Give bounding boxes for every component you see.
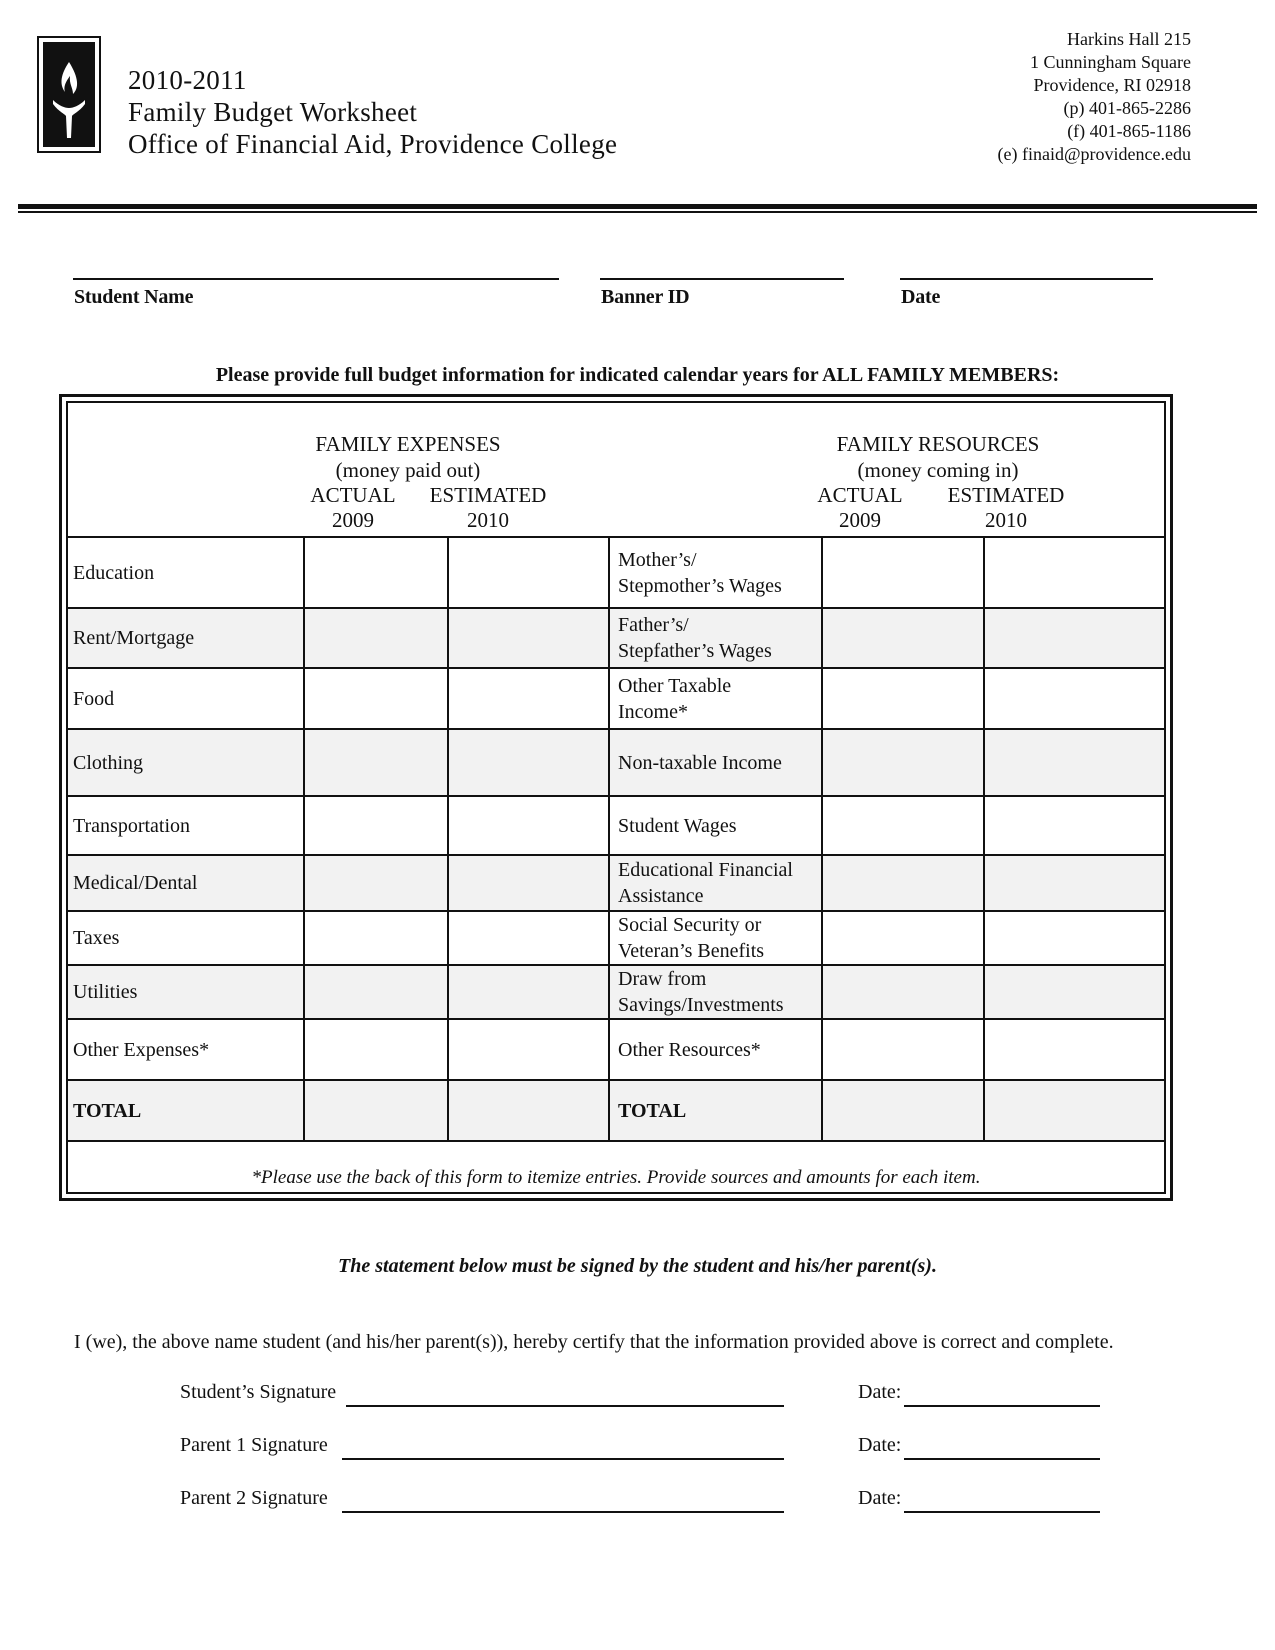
parent1-date-label: Date:	[858, 1434, 902, 1456]
fax-number: (f) 401-865-1186	[1067, 121, 1191, 141]
address-line-3: Providence, RI 02918	[1033, 75, 1191, 95]
expense-actual-cell[interactable]	[305, 730, 447, 795]
resources-actual-year: 2009	[839, 508, 881, 532]
banner-id-label: Banner ID	[601, 286, 690, 308]
expenses-title: FAMILY EXPENSES	[315, 432, 501, 456]
resource-actual-cell[interactable]	[823, 797, 983, 854]
instruction-text: Please provide full budget information for indicated calendar years for ALL FAMILY MEMBERS:	[215, 364, 1060, 386]
resource-estimated-cell[interactable]	[985, 856, 1163, 910]
expenses-actual-header: ACTUAL	[310, 483, 396, 507]
header-divider	[18, 204, 1257, 209]
resource-actual-cell[interactable]	[823, 609, 983, 667]
expense-label: Taxes	[73, 927, 120, 949]
student-date-label: Date:	[858, 1381, 902, 1403]
resources-title: FAMILY RESOURCES	[836, 432, 1040, 456]
resource-label: Educational Financial Assistance	[618, 859, 793, 907]
form-title: Family Budget Worksheet	[128, 97, 418, 127]
itemize-footnote: *Please use the back of this form to itemize entries. Provide sources and amounts for each item.	[251, 1167, 981, 1188]
expense-estimated-cell[interactable]	[449, 730, 608, 795]
header-divider-thin	[18, 211, 1257, 213]
resource-label: Draw from Savings/Investments	[618, 968, 784, 1016]
table-row-divider	[68, 1140, 1164, 1142]
phone-number: (p) 401-865-2286	[1063, 98, 1191, 118]
torch-flame-icon	[43, 42, 95, 147]
expense-estimated-cell[interactable]	[449, 1081, 608, 1140]
expense-label: Food	[73, 687, 115, 710]
resource-label: Father’s/ Stepfather’s Wages	[618, 614, 772, 662]
resource-actual-cell[interactable]	[823, 669, 983, 728]
parent1-date-line[interactable]	[904, 1458, 1100, 1460]
budget-table	[66, 401, 1166, 1194]
expenses-subtitle: (money paid out)	[335, 458, 481, 482]
expense-label: Utilities	[73, 981, 138, 1003]
parent2-date-label: Date:	[858, 1487, 902, 1509]
resource-actual-cell[interactable]	[823, 856, 983, 910]
expense-estimated-cell[interactable]	[449, 797, 608, 854]
resource-estimated-cell[interactable]	[985, 912, 1163, 964]
resources-estimated-header: ESTIMATED	[947, 483, 1065, 507]
student-signature-label: Student’s Signature	[180, 1381, 337, 1403]
expense-estimated-cell[interactable]	[449, 856, 608, 910]
form-year: 2010-2011	[128, 65, 247, 95]
address-line-2: 1 Cunningham Square	[1030, 52, 1191, 72]
expense-actual-cell[interactable]	[305, 609, 447, 667]
student-name-field[interactable]	[73, 278, 559, 280]
resource-estimated-cell[interactable]	[985, 797, 1163, 854]
parent2-date-line[interactable]	[904, 1511, 1100, 1513]
expense-label: Transportation	[73, 814, 191, 837]
email-address: (e) finaid@providence.edu	[997, 144, 1191, 164]
resource-estimated-cell[interactable]	[985, 1081, 1163, 1140]
expense-estimated-cell[interactable]	[449, 966, 608, 1018]
resource-label: Student Wages	[618, 814, 737, 837]
expense-actual-cell[interactable]	[305, 856, 447, 910]
expense-actual-cell[interactable]	[305, 797, 447, 854]
resource-estimated-cell[interactable]	[985, 1020, 1163, 1079]
expense-label: Clothing	[73, 751, 144, 774]
expense-estimated-cell[interactable]	[449, 609, 608, 667]
expense-estimated-cell[interactable]	[449, 912, 608, 964]
expense-actual-cell[interactable]	[305, 538, 447, 607]
resource-label: Other Resources*	[618, 1038, 761, 1061]
college-logo	[37, 36, 101, 153]
certification-text: I (we), the above name student (and his/her parent(s)), hereby certify that the information provided above is correct and complete.	[74, 1331, 1114, 1353]
expense-actual-cell[interactable]	[305, 669, 447, 728]
expense-estimated-cell[interactable]	[449, 538, 608, 607]
resource-label: Other Taxable Income*	[618, 674, 732, 723]
office-name: Office of Financial Aid, Providence College	[128, 129, 618, 159]
resources-subtitle: (money coming in)	[857, 458, 1019, 482]
resource-actual-cell[interactable]	[823, 538, 983, 607]
date-label: Date	[901, 286, 941, 308]
parent1-signature-label: Parent 1 Signature	[180, 1434, 328, 1456]
table-column-divider	[608, 537, 610, 1141]
student-date-line[interactable]	[904, 1405, 1100, 1407]
resource-estimated-cell[interactable]	[985, 730, 1163, 795]
resource-label: Social Security or Veteran’s Benefits	[618, 914, 765, 962]
parent2-signature-line[interactable]	[342, 1511, 784, 1513]
expense-estimated-cell[interactable]	[449, 669, 608, 728]
resource-estimated-cell[interactable]	[985, 609, 1163, 667]
expense-label: Rent/Mortgage	[73, 627, 195, 649]
resource-actual-cell[interactable]	[823, 1081, 983, 1140]
resource-estimated-cell[interactable]	[985, 669, 1163, 728]
signature-statement: The statement below must be signed by the student and his/her parent(s).	[338, 1255, 937, 1277]
resource-actual-cell[interactable]	[823, 912, 983, 964]
date-field[interactable]	[900, 278, 1153, 280]
resource-estimated-cell[interactable]	[985, 538, 1163, 607]
resource-label: Mother’s/ Stepmother’s Wages	[618, 548, 782, 597]
expense-label: Medical/Dental	[73, 872, 198, 894]
resource-actual-cell[interactable]	[823, 966, 983, 1018]
expenses-estimated-year: 2010	[467, 508, 509, 532]
expenses-actual-year: 2009	[332, 508, 374, 532]
expenses-estimated-header: ESTIMATED	[429, 483, 547, 507]
resource-estimated-cell[interactable]	[985, 966, 1163, 1018]
expense-total-label: TOTAL	[73, 1099, 142, 1122]
student-signature-line[interactable]	[346, 1405, 784, 1407]
student-name-label: Student Name	[74, 286, 194, 308]
resource-label: Non-taxable Income	[618, 751, 782, 774]
resources-estimated-year: 2010	[985, 508, 1027, 532]
banner-id-field[interactable]	[600, 278, 844, 280]
expense-estimated-cell[interactable]	[449, 1020, 608, 1079]
parent2-signature-label: Parent 2 Signature	[180, 1487, 328, 1509]
address-line-1: Harkins Hall 215	[1067, 29, 1191, 49]
expense-actual-cell[interactable]	[305, 1020, 447, 1079]
resources-actual-header: ACTUAL	[817, 483, 903, 507]
resource-total-label: TOTAL	[618, 1099, 687, 1122]
parent1-signature-line[interactable]	[342, 1458, 784, 1460]
expense-label: Education	[73, 561, 155, 584]
resource-actual-cell[interactable]	[823, 1020, 983, 1079]
expense-actual-cell[interactable]	[305, 1081, 447, 1140]
expense-actual-cell[interactable]	[305, 912, 447, 964]
resource-actual-cell[interactable]	[823, 730, 983, 795]
expense-label: Other Expenses*	[73, 1038, 210, 1061]
expense-actual-cell[interactable]	[305, 966, 447, 1018]
